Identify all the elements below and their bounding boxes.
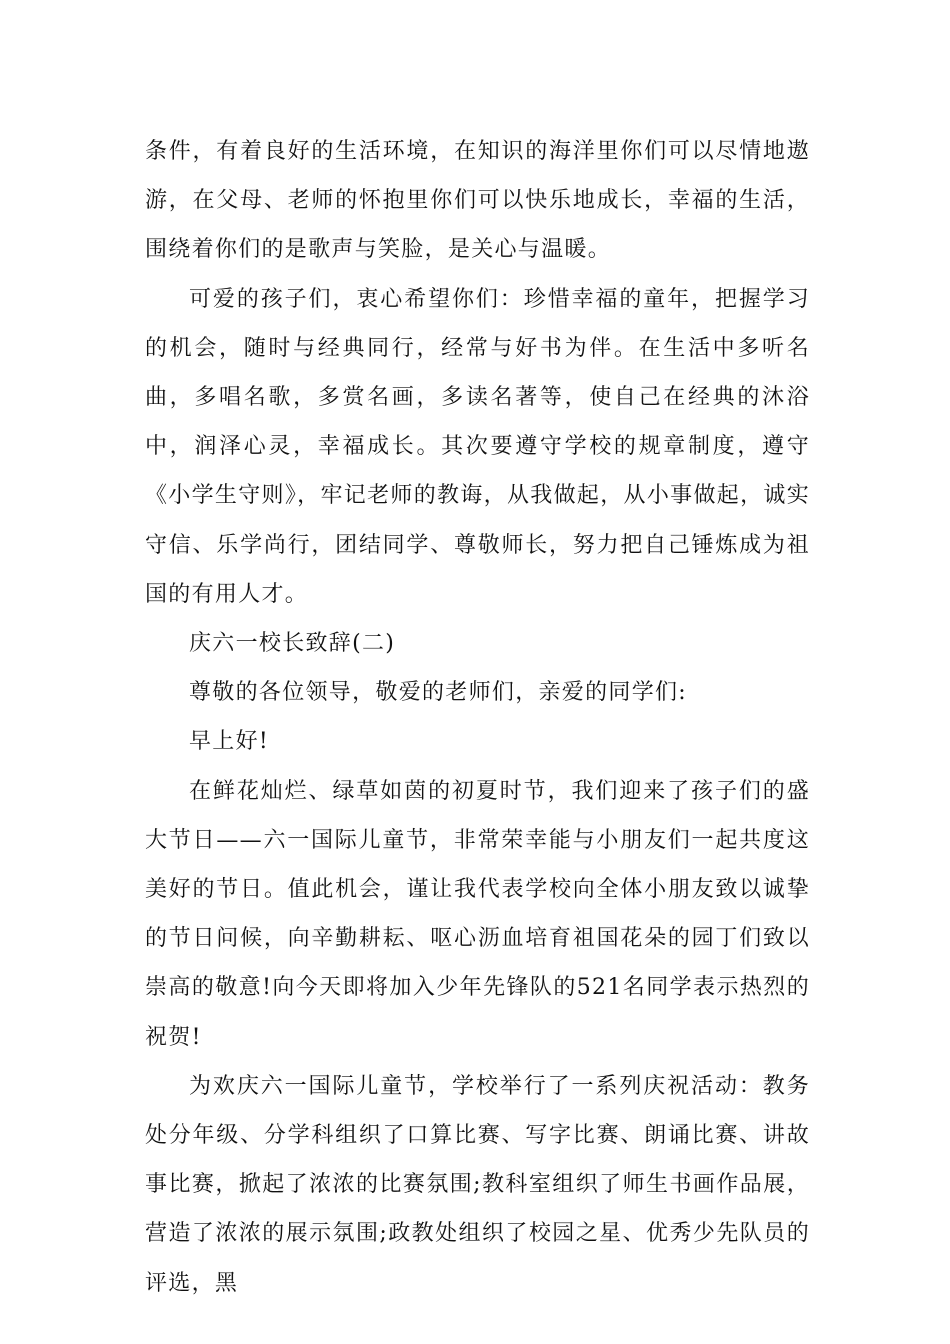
paragraph-2: 可爱的孩子们，衷心希望你们：珍惜幸福的童年，把握学习的机会，随时与经典同行，经常与好书为伴。在生活中多听名曲，多唱名歌，多赏名画，多读名著等，使自己在经典的沐浴中，润泽心灵，幸福成长。其次要遵守学校的规章制度，遵守《小学生守则》，牢记老师的教诲，从我做起，从小事做起，诚实守信、乐学尚行，团结同学、尊敬师长，努力把自己锤炼成为祖国的有用人才。	[145, 286, 810, 607]
paragraph-4: 为欢庆六一国际儿童节，学校举行了一系列庆祝活动：教务处分年级、分学科组织了口算比赛、写字比赛、朗诵比赛、讲故事比赛，掀起了浓浓的比赛氛围;教科室组织了师生书画作品展，营造了浓浓的展示氛围;政教处组织了校园之星、优秀少先队员的评选，黑	[145, 1073, 810, 1296]
salutation: 尊敬的各位领导，敬爱的老师们，亲爱的同学们:	[189, 680, 688, 706]
section-heading: 庆六一校长致辞(二)	[189, 631, 396, 657]
paragraph-1: 条件，有着良好的生活环境，在知识的海洋里你们可以尽情地遨游，在父母、老师的怀抱里你们可以快乐地成长，幸福的生活，围绕着你们的是歌声与笑脸，是关心与温暖。	[145, 139, 810, 263]
document-body	[145, 127, 810, 1308]
paragraph-3: 在鲜花灿烂、绿草如茵的初夏时节，我们迎来了孩子们的盛大节日——六一国际儿童节，非常荣幸能与小朋友们一起共度这美好的节日。值此机会，谨让我代表学校向全体小朋友致以诚挚的节日问候，向辛勤耕耘、呕心沥血培育祖国花朵的园丁们致以崇高的敬意!向今天即将加入少年先锋队的521名同学表示热烈的祝贺!	[145, 778, 810, 1050]
greeting: 早上好!	[189, 729, 270, 755]
